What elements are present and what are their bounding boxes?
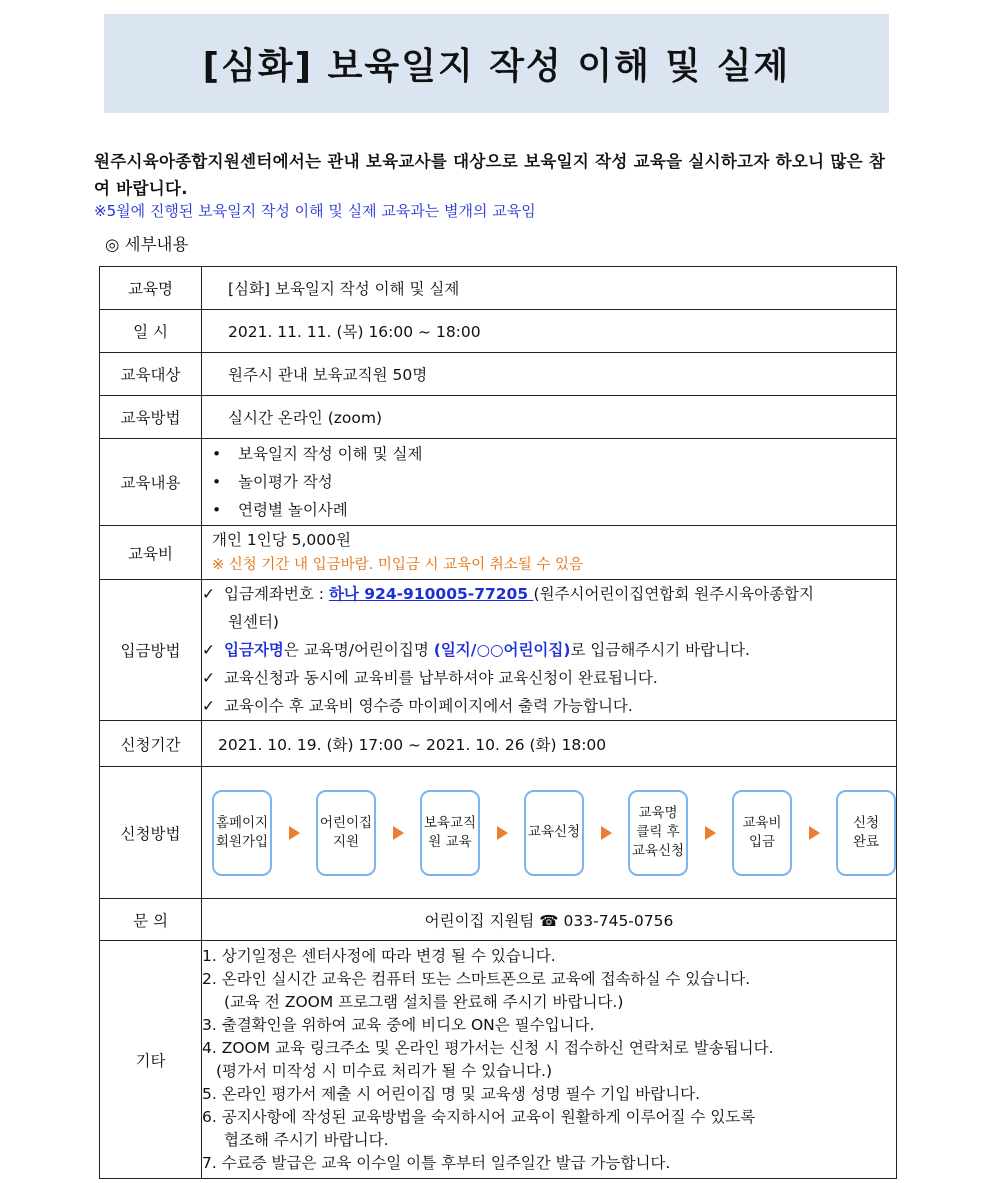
row-label: 신청기간 — [100, 721, 202, 767]
row-label: 신청방법 — [100, 767, 202, 899]
row-label: 교육비 — [100, 526, 202, 580]
intro-text: 원주시육아종합지원센터에서는 관내 보육교사를 대상으로 보육일지 작성 교육을 실시하고자 하오니 많은 참여 바랍니다. — [94, 152, 886, 198]
step-box: 어린이집 지원 — [316, 790, 376, 876]
row-label: 문 의 — [100, 899, 202, 941]
table-row — [100, 526, 897, 580]
course-method: 실시간 온라인 (zoom) — [202, 396, 897, 439]
row-label: 교육명 — [100, 267, 202, 310]
contact-info: 어린이집 지원팀 ☎ 033-745-0756 — [202, 899, 897, 941]
row-label: 교육대상 — [100, 353, 202, 396]
section-heading: ◎ 세부내용 — [105, 235, 189, 254]
row-label: 일 시 — [100, 310, 202, 353]
table-row — [100, 396, 897, 439]
row-label: 교육방법 — [100, 396, 202, 439]
row-label: 기타 — [100, 941, 202, 1179]
title-banner — [104, 14, 889, 113]
course-fee — [202, 526, 897, 580]
arrow-right-icon — [289, 826, 300, 840]
course-name: [심화] 보육일지 작성 이해 및 실제 — [202, 267, 897, 310]
table-row — [100, 310, 897, 353]
step-box: 교육비 입금 — [732, 790, 792, 876]
step-box: 보육교직 원 교육 — [420, 790, 480, 876]
list-item: ✓ 입금자명은 교육명/어린이집명 (일지/○○어린이집)로 입금해주시기 바랍니다. — [202, 636, 896, 664]
check-icon: ✓ — [202, 669, 215, 687]
table-row — [100, 439, 897, 526]
notice-text: ※5월에 진행된 보육일지 작성 이해 및 실제 교육과는 별개의 교육임 — [94, 202, 536, 220]
list-item: 2. 온라인 실시간 교육은 컴퓨터 또는 스마트폰으로 교육에 접속하실 수 있습니다. — [202, 969, 751, 988]
steps-flow — [202, 769, 896, 897]
check-icon: ✓ — [202, 641, 215, 659]
fee-warning: ※ 신청 기간 내 입금바람. 미입금 시 교육이 취소될 수 있음 — [212, 556, 584, 573]
step-box: 교육신청 — [524, 790, 584, 876]
arrow-right-icon — [705, 826, 716, 840]
step-box: 교육명 클릭 후 교육신청 — [628, 790, 688, 876]
account-number: 하나 924-910005-77205 — [328, 585, 534, 603]
list-item: • 놀이평가 작성 — [212, 473, 333, 491]
arrow-right-icon — [601, 826, 612, 840]
table-row — [100, 267, 897, 310]
list-item: 7. 수료증 발급은 교육 이수일 이틀 후부터 일주일간 발급 가능합니다. — [202, 1153, 671, 1172]
course-target: 원주시 관내 보육교직원 50명 — [202, 353, 897, 396]
table-row — [100, 353, 897, 396]
list-item: (평가서 미작성 시 미수료 처리가 될 수 있습니다.) — [216, 1061, 552, 1080]
etc-notes — [202, 941, 897, 1179]
table-row — [100, 767, 897, 899]
row-label: 입금방법 — [100, 580, 202, 721]
list-item: 5. 온라인 평가서 제출 시 어린이집 명 및 교육생 성명 필수 기입 바랍니다. — [202, 1084, 701, 1103]
list-item: 협조해 주시기 바랍니다. — [224, 1130, 389, 1149]
table-row — [100, 721, 897, 767]
apply-period: 2021. 10. 19. (화) 17:00 ~ 2021. 10. 26 (화) 18:00 — [202, 721, 897, 767]
list-item: 4. ZOOM 교육 링크주소 및 온라인 평가서는 신청 시 접수하신 연락처로 발송됩니다. — [202, 1038, 774, 1057]
list-item: 1. 상기일정은 센터사정에 따라 변경 될 수 있습니다. — [202, 946, 556, 965]
course-date: 2021. 11. 11. (목) 16:00 ~ 18:00 — [202, 310, 897, 353]
payment-info: ✓ 입금계좌번호 : 하나 924-910005-77205 (원주시어린이집연합회 원주시육아종합지 원센터) ✓ 입금자명은 교육명/어린이집명 (일지/○○어린이집)로 입금해주시기 바랍니다. ✓ 교육신청과 동시에 교육비를 납부하셔야 교육신청이 완료됩니다. ✓ 교육이수 후 교육비 영수증 마이페이지에서 출력 가능합니다. — [202, 580, 897, 721]
table-row — [100, 580, 897, 721]
arrow-right-icon — [497, 826, 508, 840]
apply-steps — [202, 767, 897, 899]
list-item: 3. 출결확인을 위하여 교육 중에 비디오 ON은 필수입니다. — [202, 1015, 595, 1034]
step-box: 신청 완료 — [836, 790, 896, 876]
table-row — [100, 941, 897, 1179]
step-box: 홈페이지 회원가입 — [212, 790, 272, 876]
list-item: (교육 전 ZOOM 프로그램 설치를 완료해 주시기 바랍니다.) — [224, 992, 624, 1011]
arrow-right-icon — [809, 826, 820, 840]
table-row — [100, 899, 897, 941]
list-item: • 보육일지 작성 이해 및 실제 — [212, 445, 423, 463]
list-item: • 연령별 놀이사례 — [212, 501, 348, 519]
check-icon: ✓ — [202, 585, 215, 603]
course-content — [202, 439, 897, 526]
list-item: 6. 공지사항에 작성된 교육방법을 숙지하시어 교육이 원활하게 이루어질 수 있도록 — [202, 1107, 756, 1126]
check-icon: ✓ — [202, 697, 215, 715]
details-table — [99, 266, 897, 1179]
fee-value: 개인 1인당 5,000원 — [212, 530, 351, 549]
arrow-right-icon — [393, 826, 404, 840]
list-item: ✓ 입금계좌번호 : 하나 924-910005-77205 (원주시어린이집연합회 원주시육아종합지 — [202, 580, 896, 608]
list-item: ✓ 교육이수 후 교육비 영수증 마이페이지에서 출력 가능합니다. — [202, 692, 896, 720]
list-item: ✓ 교육신청과 동시에 교육비를 납부하셔야 교육신청이 완료됩니다. — [202, 664, 896, 692]
page-title: [심화] 보육일지 작성 이해 및 실제 — [202, 46, 791, 87]
row-label: 교육내용 — [100, 439, 202, 526]
